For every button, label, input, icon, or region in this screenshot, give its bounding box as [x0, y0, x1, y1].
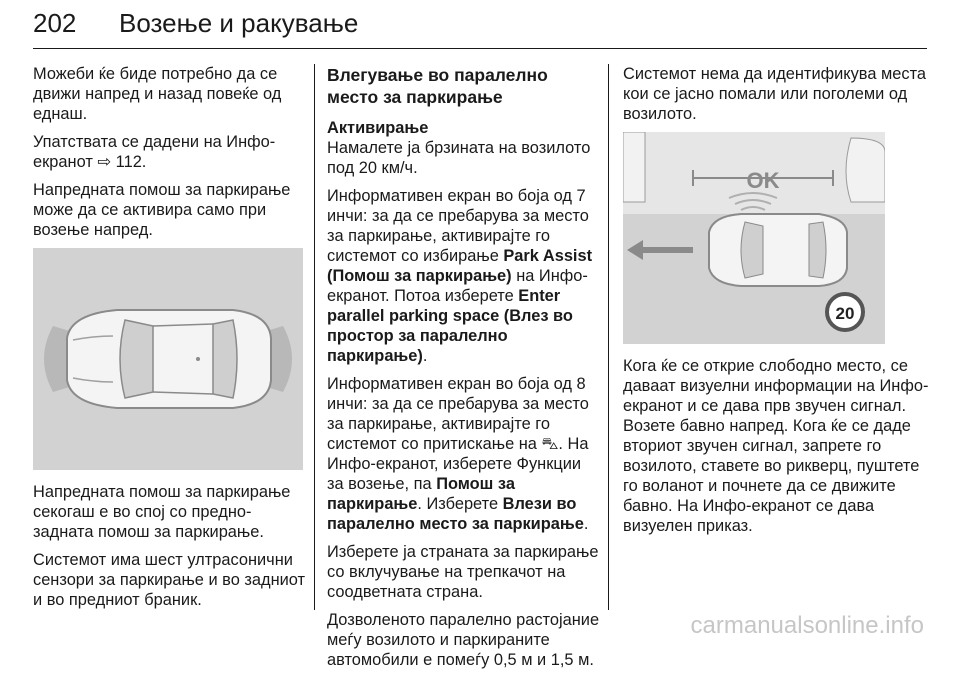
- paragraph: Напредната помош за паркирање секогаш е во спој со предно-задната помош за паркирање.: [33, 483, 291, 541]
- car-icon: ⛍: [541, 435, 559, 453]
- subsection-heading: Активирање: [327, 119, 429, 137]
- parallel-parking-illustration: [623, 132, 885, 344]
- menu-term: Помош за паркирање: [327, 475, 515, 513]
- paragraph: Кога ќе се открие слободно место, се даваат визуелни информации на Инфо-екранот и се дава прв звучен сигнал. Возете бавно напред. Кога ќе се даде вториот звучен сигнал, запрете го возилото, ставете во рикверц, пуштете го воланот и почнете да се движите бавно. На Инфо-екранот се дава визуелен приказ.: [623, 357, 929, 535]
- page-title: Возење и ракување: [119, 8, 359, 38]
- paragraph-text: .: [422, 347, 428, 365]
- column-divider: [608, 64, 609, 610]
- car-top-view: [709, 214, 847, 286]
- paragraph: Системот нема да идентификува места кои се јасно помали или поголеми од возилото.: [623, 65, 927, 123]
- paragraph: Системот има шест ултрасонични сензори за паркирање и во задниот и во предниот браник.: [33, 551, 306, 609]
- parked-car-front: [623, 132, 645, 202]
- section-heading: Влегување во паралелно место за паркирање: [327, 65, 548, 107]
- paragraph-text: на Инфо-екранот. Потоа изберете: [327, 267, 588, 305]
- paragraph-text: Упатствата се дадени на Инфо-екранот: [33, 133, 276, 171]
- paragraph-text: Информативен екран во боја од 7 инчи: за да се пребарува за место за паркирање, активирајте го системот со избирање: [327, 187, 589, 265]
- paragraph-text: . Изберете: [417, 495, 503, 513]
- column-divider: [314, 64, 315, 610]
- paragraph: Дозволеното паралелно растојание меѓу возилото и паркираните автомобили е помеѓу 0,5 м и 1,5 м.: [327, 611, 600, 669]
- menu-term: Park Assist (Помош за паркирање): [327, 247, 593, 285]
- menu-term: Влези во паралелно место за паркирање: [327, 495, 584, 533]
- parked-car-rear: [846, 138, 885, 202]
- arrow-ref-icon: ⇨: [97, 153, 112, 171]
- paragraph: [327, 374, 602, 534]
- ok-label: OK: [746, 168, 780, 193]
- page-number: 202: [33, 8, 77, 38]
- paragraph-text: . На Инфо-екранот, изберете Функции за возење, па: [327, 435, 589, 493]
- paragraph: [327, 186, 602, 366]
- column-3: [623, 64, 933, 544]
- page-header: [33, 0, 927, 49]
- menu-term: Enter parallel parking space (Влез во простор за паралелно паркирање): [327, 287, 573, 365]
- page-reference: 112.: [111, 153, 147, 171]
- parking-sensor-illustration: [33, 248, 303, 470]
- paragraph: Напредната помош за паркирање може да се активира само при возење напред.: [33, 181, 291, 239]
- paragraph: [33, 132, 308, 172]
- paragraph-text: Информативен екран во боја од 8 инчи: за да се пребарува за место за паркирање, активирајте го системот со притискање на: [327, 375, 589, 453]
- speed-limit-value: 20: [835, 304, 855, 323]
- car-top-view: [67, 310, 271, 408]
- paragraph: Намалете ја брзината на возилото под 20 км/ч.: [327, 139, 591, 177]
- paragraph: Изберете ја страната за паркирање со вклучување на трепкачот на соодветната страна.: [327, 543, 599, 601]
- column-2: [327, 64, 602, 678]
- paragraph: Можеби ќе биде потребно да се движи напред и назад повеќе од еднаш.: [33, 65, 282, 123]
- paragraph-text: .: [583, 515, 589, 533]
- watermark: carmanualsonline.info: [690, 612, 924, 639]
- column-1: [33, 64, 308, 618]
